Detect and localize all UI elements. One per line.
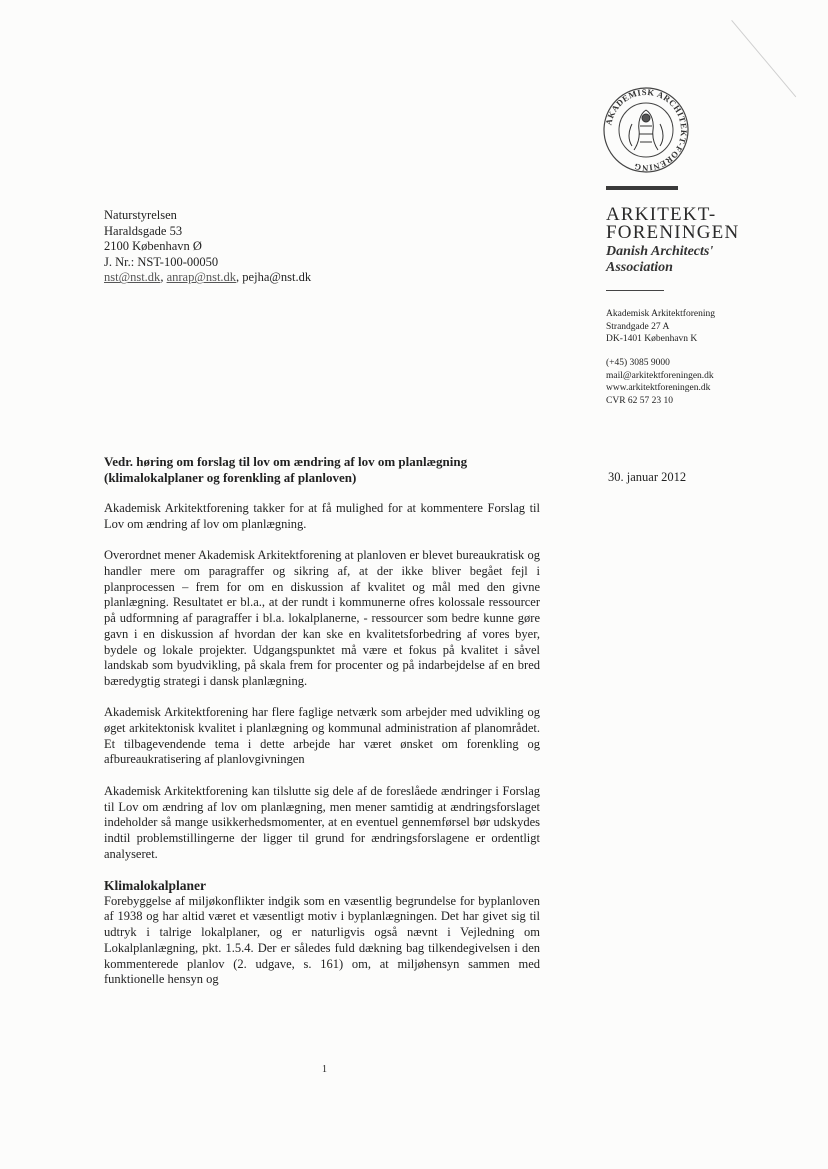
org-name-en-line2: Association (606, 260, 673, 275)
letterhead-bar (606, 186, 678, 190)
svg-text:AKADEMISK ARCHITEKT-FORENING: AKADEMISK ARCHITEKT-FORENING (603, 86, 690, 174)
org-name-line2: FORENINGEN (606, 222, 740, 243)
address-line: DK-1401 København K (606, 334, 698, 344)
website: www.arkitektforeningen.dk (606, 383, 711, 393)
recipient-street: Haraldsgade 53 (104, 223, 183, 238)
email-separator: , (236, 270, 243, 285)
email-text: pejha@nst.dk (242, 270, 312, 285)
org-name-en-line1: Danish Architects' (606, 244, 714, 259)
org-address (606, 308, 715, 346)
address-line: Strandgade 27 A (606, 321, 670, 332)
scan-artifact (731, 20, 796, 97)
recipient-name: Naturstyrelsen (104, 208, 177, 222)
recipient-emails (104, 270, 311, 286)
letterhead-divider (606, 290, 664, 291)
subject-line: Vedr. høring om forslag til lov om ændring af lov om planlægning (klimalokalplaner og forenkling af planloven) (104, 454, 468, 485)
section-paragraph: Forebyggelse af miljøkonflikter indgik som en væsentlig begrundelse for byplanloven af 1938 og har altid været et væsentligt motiv i byplanlægningen. Det har givet sig til udtryk i talrige lokalplaner, og er naturligvis også nævnt i Vejledning om Lokalplanlægning, pkt. 1.5.4. Der er således fuld dækning bag tilkendegivelsen i den kommenterede planlov (2. udgave, s. 161) om, at miljøhensyn sammen med funktionelle hensyn og (104, 893, 540, 987)
cvr-number: CVR 62 57 23 10 (606, 395, 674, 406)
journal-number: J. Nr.: NST-100-00050 (104, 254, 219, 269)
org-contact (606, 357, 714, 407)
org-name (606, 206, 739, 242)
email-link[interactable]: nst@nst.dk (104, 270, 161, 285)
seal-logo (602, 86, 690, 174)
org-name-english (606, 244, 713, 276)
org-name-line1: ARKITEKT- (606, 204, 717, 225)
body-paragraph: Akademisk Arkitektforening kan tilslutte sig dele af de foreslåede ændringer i Forslag til Lov om ændring af lov om planlægning, men mener samtidig at ændringsforslaget indeholder så mange usikkerhedsmomenter, at en eventuel gennemførsel bør udskydes indtil problemstillingerne der ligger til grund for ændringsforslagene er ordentligt analyseret. (104, 783, 540, 861)
address-line: Akademisk Arkitektforening (606, 309, 715, 319)
recipient-city: 2100 København Ø (104, 239, 202, 254)
letter-date: 30. januar 2012 (608, 470, 687, 484)
section-heading: Klimalokalplaner (104, 878, 207, 893)
email-link[interactable]: anrap@nst.dk (166, 270, 237, 285)
phone-number: (+45) 3085 9000 (606, 358, 670, 368)
body-paragraph: Akademisk Arkitektforening har flere faglige netværk som arbejder med udvikling og øget arkitektonisk kvalitet i planlægning og kommunal administration af planområdet. Et tilbagevendende tema i dette arbejde har været ønsket om forenkling og afbureaukratisering af planlovgivningen (104, 705, 540, 767)
email-separator: , (160, 270, 167, 285)
recipient-block (104, 208, 311, 286)
body-paragraph: Overordnet mener Akademisk Arkitektforening at planloven er blevet bureaukratisk og handler mere om paragraffer og sikring af, at der ikke bliver begået fejl i planprocessen – frem for om en diskussion af kvalitet og mål med den givne planlægning. Resultatet er bl.a., at der rundt i kommunerne ofres kolossale ressourcer på udformning af paragraffer i bl.a. lokalplanerne, - ressourcer som bedre kunne gøre gavn i en diskussion af hvordan der kan ske en kvalitetsforbedring af vores byer, bydele og lokale projekter. Udgangspunktet må være et fokus på kvalitet i såvel landskab som byudvikling, på skala frem for procenter og på indarbejdelse af en bred bæredygtig strategi i dansk planlægning. (104, 548, 540, 688)
body-paragraph: Akademisk Arkitektforening takker for at få mulighed for at kommentere Forslag til Lov om ændring af lov om planlægning. (104, 501, 540, 531)
page-number: 1 (322, 1064, 327, 1075)
letter-body (104, 454, 540, 1004)
email-address: mail@arkitektforeningen.dk (606, 370, 714, 381)
